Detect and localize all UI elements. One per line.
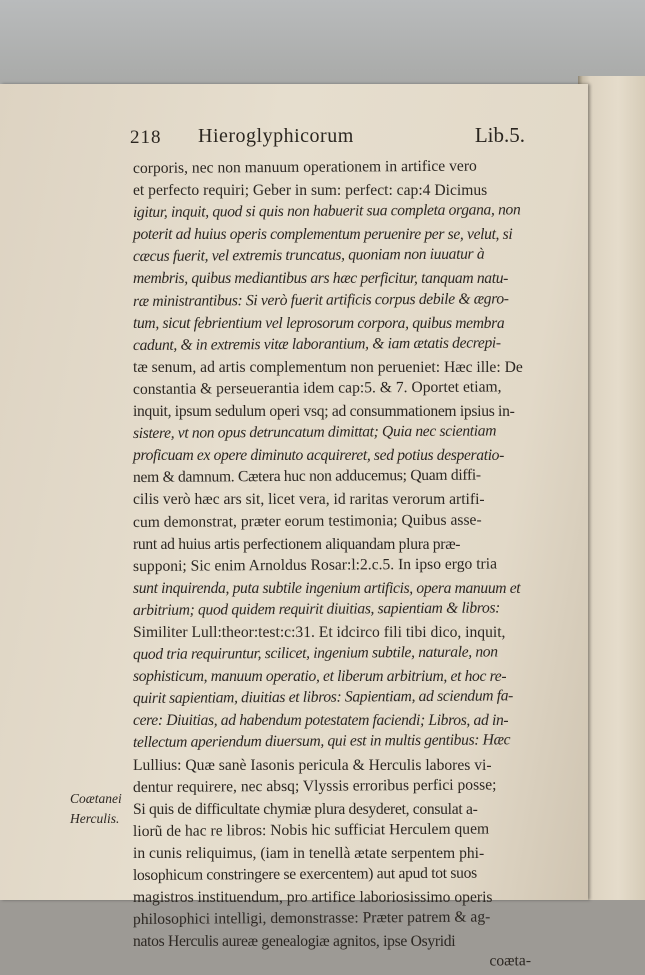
text-line: in cunis reliquimus, (iam in tenellà ætate serpentem phi-	[133, 844, 485, 862]
marginal-note	[70, 789, 132, 829]
text-line: cere: Diuitias, ad habendum potestatem faciendi; Libros, ad in-	[133, 712, 509, 730]
text-line: Similiter Lull:theor:test:c:31. Et idcirco fili tibi dico, inquit,	[133, 623, 506, 641]
text-line: ræ ministrantibus: Si verò fuerit artificis corpus debile & ægro-	[132, 289, 509, 310]
text-line: dentur requirere, nec absq; Vlyssis erroribus perfici posse;	[132, 776, 497, 796]
body-text	[133, 158, 533, 975]
text-line: corporis, nec non manuum operationem in artifice vero	[132, 157, 477, 177]
text-line: nem & damnum. Cætera huc non adducemus; Quam diffi-	[132, 466, 481, 487]
text-line: arbitrium; quod quidem requirit diuitias, sapientiam & libros:	[132, 599, 501, 619]
text-line: cæcus fuerit, vel extremis truncatus, quoniam non iuuatur à	[132, 245, 485, 266]
text-line: tum, sicut febrientium vel leprosorum corpora, quibus membra	[133, 314, 505, 332]
running-header	[130, 123, 525, 153]
running-title: Hieroglyphicorum	[198, 125, 354, 147]
text-line: tæ senum, ad artis complementum non perueniet: Hæc ille: De	[133, 358, 523, 376]
text-line: constantia & perseuerantia idem cap:5. & 7. Oportet etiam,	[132, 378, 502, 398]
text-line: sistere, vt non opus detruncatum dimittat; Quia nec scientiam	[132, 422, 497, 443]
text-line: philosophici intelligi, demonstrasse: Præter patrem & ag-	[132, 908, 491, 929]
text-line: magistros instituendum, pro artifice laboriosissimo operis	[133, 889, 493, 907]
page-number: 218	[130, 127, 162, 148]
text-line: sunt inquirenda, puta subtile ingenium artificis, opera manuum et	[133, 579, 521, 597]
marginal-note-line: Coætanei	[70, 791, 122, 806]
text-line: proficuam ex opere diminuto acquireret, sed potius desperatio-	[133, 447, 504, 465]
text-line: quirit sapientiam, diuitias et libros: Sapientiam, ad sciendum fa-	[132, 687, 514, 708]
text-line: Lullius: Quæ sanè Iasonis pericula & Herculis labores vi-	[133, 756, 492, 774]
text-line: cadunt, & in extremis vitæ laborantium, & iam ætatis decrepi-	[132, 334, 501, 354]
text-line: supponi; Sic enim Arnoldus Rosar:l:2.c.5. In ipso ergo tria	[132, 555, 498, 575]
book-number: Lib.5.	[474, 123, 525, 147]
text-line: et perfecto requiri; Geber in sum: perfect: cap:4 Dicimus	[133, 182, 488, 200]
text-line: membris, quibus mediantibus ars hæc perficitur, tanquam natu-	[133, 270, 508, 288]
text-line: inquit, ipsum sedulum operi vsq; ad consummationem ipsius in-	[133, 403, 515, 421]
text-line: igitur, inquit, quod si quis non habuerit sua completa organa, non	[132, 201, 521, 222]
text-line: tellectum aperiendum diuersum, qui est in multis gentibus: Hæc	[132, 731, 511, 752]
text-line: liorũ de hac re libros: Nobis hic sufficiat Herculem quem	[132, 820, 490, 840]
text-line: losophicum constringere se exercentem) aut apud tot suos	[132, 864, 477, 884]
text-line: quod tria requiruntur, scilicet, ingenium subtile, naturale, non	[132, 643, 498, 664]
text-line: cum demonstrat, præter eorum testimonia; Quibus asse-	[132, 511, 482, 531]
facing-page-edge	[578, 76, 645, 900]
text-line: runt ad huius artis perfectionem aliquandam plura præ-	[133, 535, 461, 553]
backdrop	[0, 0, 645, 92]
text-line: cilis verò hæc ars sit, licet vera, id raritas verorum artifi-	[133, 491, 485, 509]
catchword: coæta-	[489, 952, 532, 970]
text-line: poterit ad huius operis complementum peruenire per se, velut, si	[133, 226, 513, 244]
text-line: natos Herculis aureæ genealogiæ agnitos, ipse Osyridi	[133, 933, 456, 951]
marginal-note-line: Herculis.	[70, 811, 120, 826]
text-line: sophisticum, manuum operatio, et liberum arbitrium, et hoc re-	[133, 668, 507, 686]
text-line: Si quis de difficultate chymiæ plura desyderet, consulat a-	[133, 800, 478, 818]
